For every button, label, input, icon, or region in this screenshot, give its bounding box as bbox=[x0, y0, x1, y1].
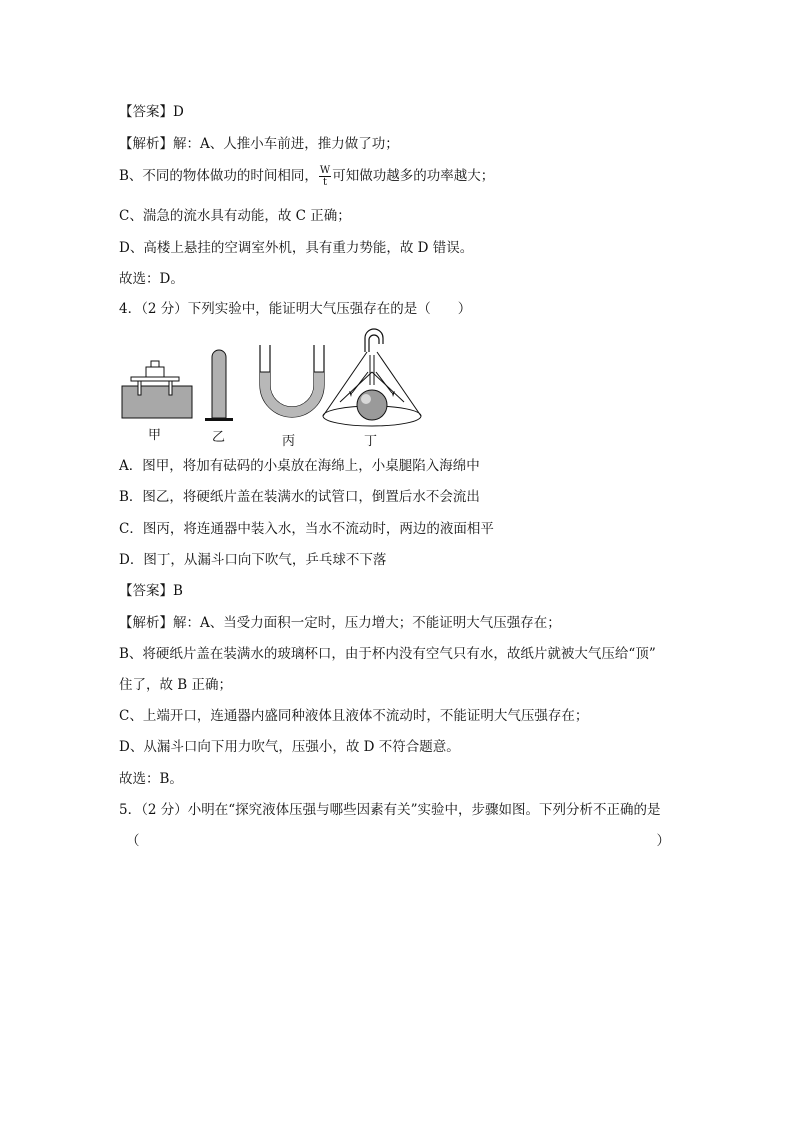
fraction-numerator: W bbox=[319, 165, 331, 176]
q4-analysis-a: 【解析】解：A、当受力面积一定时，压力增大；不能证明大气压强存在； bbox=[119, 615, 561, 631]
figure-ding-funnel-ball bbox=[323, 329, 421, 426]
q3-analysis-c: C、湍急的流水具有动能，故 C 正确； bbox=[119, 208, 351, 224]
q4-option-a: A．图甲，将加有砝码的小桌放在海绵上，小桌腿陷入海绵中 bbox=[119, 458, 480, 474]
q3-analysis-d: D、高楼上悬挂的空调室外机，具有重力势能，故 D 错误。 bbox=[119, 240, 474, 256]
q4-option-d: D．图丁，从漏斗口向下吹气，乒乓球不下落 bbox=[119, 552, 387, 568]
q4-analysis-b-line2: 住了，故 B 正确； bbox=[119, 677, 233, 693]
figure-label-jia: 甲 bbox=[148, 428, 162, 443]
figure-label-bing: 丙 bbox=[282, 434, 296, 449]
q3-answer: 【答案】D bbox=[119, 104, 184, 120]
q4-analysis-d: D、从漏斗口向下用力吹气，压强小，故 D 不符合题意。 bbox=[119, 739, 460, 755]
q3-analysis-b-post: 可知做功越多的功率越大； bbox=[332, 168, 495, 184]
fraction-denominator: t bbox=[323, 177, 328, 188]
q3-analysis-a: 【解析】解：A、人推小车前进，推力做了功； bbox=[119, 136, 399, 152]
figure-label-ding: 丁 bbox=[364, 434, 378, 449]
bracket-close: ） bbox=[656, 833, 670, 849]
q4-answer: 【答案】B bbox=[119, 583, 183, 599]
q3-choice: 故选：D。 bbox=[119, 271, 184, 287]
figure-jia-sponge-table bbox=[122, 361, 192, 418]
bracket-open: （ bbox=[126, 833, 140, 849]
figure-bing-u-tube bbox=[260, 345, 324, 417]
q4-analysis-c: C、上端开口，连通器内盛同种液体且液体不流动时，不能证明大气压强存在； bbox=[119, 708, 589, 724]
q4-choice: 故选：B。 bbox=[119, 771, 183, 787]
q3-analysis-b-pre: B、不同的物体做功的时间相同， bbox=[119, 168, 318, 184]
q5-question: 5．（2 分）小明在“探究液体压强与哪些因素有关”实验中，步骤如图。下列分析不正确的是 bbox=[119, 802, 661, 818]
q4-option-c: C．图丙，将连通器中装入水，当水不流动时，两边的液面相平 bbox=[119, 521, 494, 537]
q5-answer-bracket bbox=[126, 831, 670, 851]
q4-analysis-b-line1: B、将硬纸片盖在装满水的玻璃杯口，由于杯内没有空气只有水，故纸片就被大气压给“顶” bbox=[119, 646, 656, 662]
q4-question: 4．（2 分）下列实验中，能证明大气压强存在的是（ ） bbox=[119, 301, 472, 317]
figure-label-yi: 乙 bbox=[212, 430, 226, 445]
q4-option-b: B．图乙，将硬纸片盖在装满水的试管口，倒置后水不会流出 bbox=[119, 489, 480, 505]
figure-yi-test-tube bbox=[205, 350, 233, 421]
